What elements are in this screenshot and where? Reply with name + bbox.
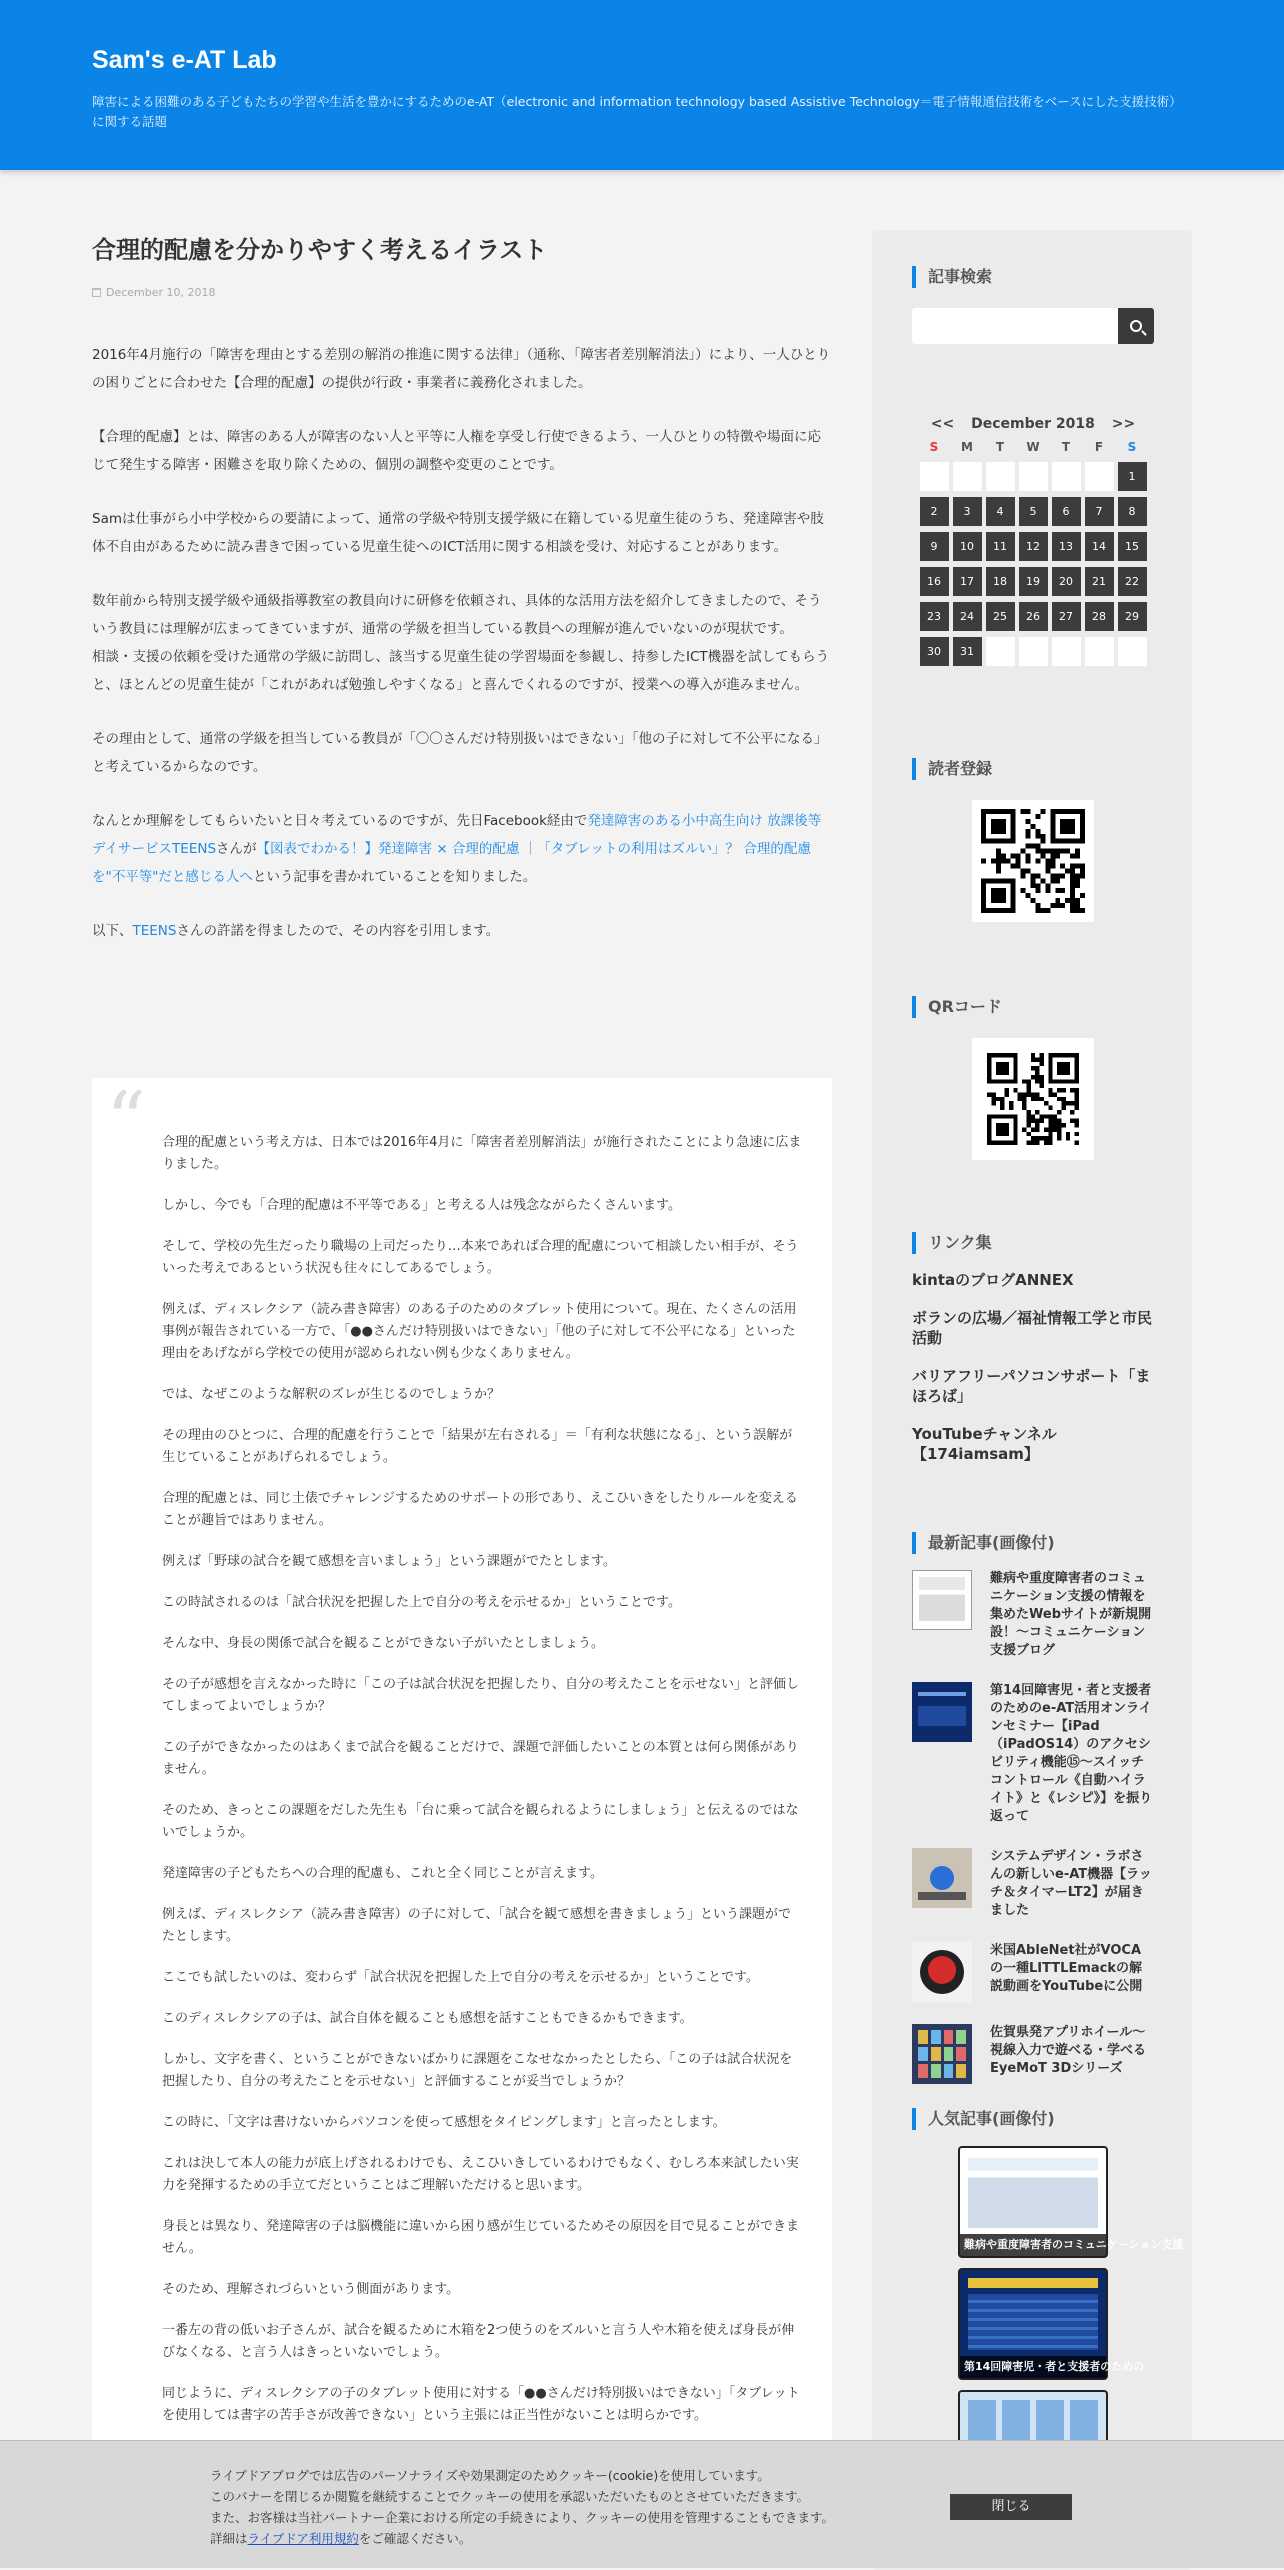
widget-title: 記事検索 (912, 266, 1154, 288)
calendar-day[interactable]: 20 (1052, 567, 1081, 596)
calendar-day[interactable]: 4 (986, 497, 1015, 526)
recent-post[interactable] (912, 1682, 1154, 1826)
calendar-empty-cell (1052, 462, 1081, 491)
site-description: 障害による困難のある子どもたちの学習や生活を豊かにするためのe-AT（electronic and information technology based Assistive Technology＝電子情報通信技術をベースにした支援技術）に関する話題 (92, 94, 1182, 129)
calendar-day[interactable]: 2 (920, 497, 949, 526)
calendar-day[interactable]: 31 (953, 637, 982, 666)
article-paragraph (92, 917, 832, 945)
article-paragraph: 【合理的配慮】とは、障害のある人が障害のない人と平等に人権を享受し行使できるよう、一人ひとりの特徴や場面に応じて発生する障害・困難さを取り除くための、個別の調整や変更のことです。 (92, 429, 821, 473)
quote-paragraph: そして、学校の先生だったり職場の上司だったり…本来であれば合理的配慮について相談したい相手が、そういった考えであるという状況も往々にしてあるでしょう。 (162, 1239, 799, 1276)
calendar-day[interactable]: 18 (986, 567, 1015, 596)
quote-paragraph: そのため、きっとこの課題をだした先生も「台に乗って試合を観られるようにしましょう」と伝えるのではないでしょうか。 (162, 1803, 799, 1840)
calendar-day[interactable]: 27 (1052, 602, 1081, 631)
calendar-month: December 2018 (971, 416, 1095, 432)
cookie-banner (0, 2440, 1284, 2568)
calendar-day[interactable]: 26 (1019, 602, 1048, 631)
quote-paragraph: 例えば「野球の試合を観て感想を言いましょう」という課題がでたとします。 (162, 1554, 616, 1569)
calendar-day[interactable]: 30 (920, 637, 949, 666)
popular-post-title[interactable]: 難病や重度障害者のコミュニケーション支援 (960, 2234, 1106, 2256)
calendar-empty-cell (1118, 637, 1147, 666)
calendar-day[interactable]: 22 (1118, 567, 1147, 596)
cookie-close-button[interactable]: 閉じる (950, 2494, 1072, 2520)
quote-paragraph: では、なぜこのような解釈のズレが生じるのでしょうか？ (162, 1387, 501, 1402)
terms-link[interactable]: ライブドア利用規約 (247, 2531, 359, 2546)
quote-paragraph: この時に、「文字は書けないからパソコンを使って感想をタイピングします」と言ったとします。 (162, 2115, 726, 2130)
cookie-line (210, 2528, 930, 2549)
quote-paragraph: しかし、今でも「合理的配慮は不平等である」と考える人は残念ながらたくさんいます。 (162, 1198, 681, 1213)
teens-article-link[interactable]: 【図表でわかる！】発達障害 × 合理的配慮 ｜「タブレットの利用はズルい」？ 合理的配慮を"不平等"だと感じる人へ (92, 841, 811, 885)
popular-post-thumbnail (968, 2158, 1098, 2228)
quote-mark-icon: “ (106, 1076, 146, 1166)
cookie-line-text: をご確認ください。 (358, 2531, 472, 2546)
links-widget (912, 1232, 1154, 1482)
quote-paragraph: その子が感想を言えなかった時に「この子は試合状況を把握したり、自分の考えたことを示せない」と評価してしまってよいでしょうか？ (162, 1677, 800, 1714)
quote-paragraph: そんな中、身長の関係で試合を観ることができない子がいたとしましょう。 (162, 1636, 605, 1651)
calendar-empty-cell (953, 462, 982, 491)
recent-post-title[interactable]: 佐賀県発アプリホイール〜視線入力で遊べる・学べるEyeMoT 3Dシリーズ (990, 2025, 1147, 2076)
calendar-day[interactable]: 15 (1118, 532, 1147, 561)
article-paragraph (92, 807, 832, 891)
popular-posts-list (912, 2146, 1184, 2442)
teens-link[interactable]: TEENS (132, 923, 177, 939)
calendar-prev-link[interactable]: << (930, 416, 955, 432)
quote-paragraph: この時試されるのは「試合状況を把握した上で自分の考えを示せるか」ということです。 (162, 1595, 681, 1610)
site-header (0, 0, 1284, 170)
link-item[interactable]: バリアフリーパソコンサポート「まほろば」 (912, 1367, 1151, 1405)
calendar-day[interactable]: 10 (953, 532, 982, 561)
calendar-weekday: S (1127, 440, 1137, 454)
quote-paragraph: このディスレクシアの子は、試合自体を観ることも感想を話すこともできるかもできます。 (162, 2011, 693, 2026)
cookie-text (210, 2465, 930, 2549)
search-input[interactable] (912, 308, 1118, 344)
recent-posts-list (912, 1570, 1154, 2084)
calendar-icon (92, 288, 101, 297)
calendar-empty-cell (1085, 462, 1114, 491)
widget-title: 最新記事(画像付) (912, 1532, 1154, 1554)
quote-paragraph: 合理的配慮という考え方は、日本では2016年4月に「障害者差別解消法」が施行されたことにより急速に広まりました。 (162, 1135, 802, 1172)
cookie-line: また、お客様は当社パートナー企業における所定の手続きにより、クッキーの使用を管理することもできます。 (210, 2510, 835, 2525)
article-paragraph-text: 相談・支援の依頼を受けた通常の学級に訪問し、該当する児童生徒の学習場面を参観し、持参したICT機器を試してもらうと、ほとんどの児童生徒が「これがあれば勉強しやすくなる」と喜んでくれるのですが、授業への導入が進みません。 (92, 649, 830, 693)
calendar-weekday: F (1094, 440, 1104, 454)
calendar-day[interactable]: 16 (920, 567, 949, 596)
calendar-day[interactable]: 21 (1085, 567, 1114, 596)
calendar-day[interactable]: 24 (953, 602, 982, 631)
reader-qr-code[interactable] (972, 800, 1094, 922)
site-title[interactable]: Sam's e-AT Lab (92, 46, 277, 74)
qrcode-widget (912, 996, 1154, 1160)
calendar-day[interactable]: 12 (1019, 532, 1048, 561)
calendar-next-link[interactable]: >> (1111, 416, 1136, 432)
popular-post-card[interactable] (958, 2268, 1145, 2380)
calendar-empty-cell (1019, 462, 1048, 491)
recent-post[interactable] (912, 1848, 1154, 1920)
qr-code-icon (981, 809, 1085, 913)
popular-post-thumbnail (968, 2400, 1098, 2440)
recent-post-title[interactable]: システムデザイン・ラボさんの新しいe-AT機器【ラッチ＆タイマーLT2】が届きました (990, 1849, 1152, 1918)
recent-post-thumbnail[interactable] (912, 1848, 972, 1908)
cookie-line-text: 詳細は (210, 2531, 248, 2546)
article-paragraph-text: 数年前から特別支援学級や通級指導教室の教員向けに研修を依頼され、具体的な活用方法を紹介してきましたので、そういう教員には理解が広まってきていますが、通常の学級を担当している教員への理解が進んでいないのが現状です。 (92, 593, 822, 637)
teens-site-link[interactable]: 発達障害のある小中高生向け 放課後等デイサービスTEENS (92, 813, 822, 857)
calendar-weekday: S (929, 440, 939, 454)
calendar-day[interactable]: 13 (1052, 532, 1081, 561)
recent-post-title[interactable]: 難病や重度障害者のコミュニケーション支援の情報を集めたWebサイトが新規開設！〜コミュニケーション支援ブログ (990, 1571, 1152, 1658)
popular-post-card[interactable] (958, 2390, 1108, 2442)
widget-title: 人気記事(画像付) (912, 2108, 1154, 2130)
calendar-weekday: W (1026, 440, 1040, 454)
article-title[interactable]: 合理的配慮を分かりやすく考えるイラスト (92, 236, 548, 264)
recent-post-thumbnail[interactable] (912, 2024, 972, 2084)
blog-qr-code (972, 1038, 1094, 1160)
calendar-empty-cell (1052, 637, 1081, 666)
calendar-day[interactable]: 23 (920, 602, 949, 631)
calendar-weekday: T (995, 440, 1005, 454)
article (92, 226, 832, 2423)
recent-posts-widget (912, 1532, 1154, 2106)
link-item[interactable]: YouTubeチャンネル【174iamsam】 (912, 1425, 1057, 1463)
recent-post[interactable] (912, 1570, 1154, 1660)
article-paragraph: その理由として、通常の学級を担当している教員が「〇〇さんだけ特別扱いはできない」「他の子に対して不公平になる」と考えているからなのです。 (92, 731, 828, 775)
recent-post-thumbnail[interactable] (912, 1570, 972, 1630)
recent-post[interactable] (912, 2024, 1154, 2084)
calendar-empty-cell (1085, 637, 1114, 666)
recent-post[interactable] (912, 1942, 1154, 2002)
calendar-day[interactable]: 25 (986, 602, 1015, 631)
search-form (912, 308, 1154, 344)
article-paragraph-text: という記事を書かれていることを知りました。 (252, 869, 537, 885)
calendar-day[interactable]: 7 (1085, 497, 1114, 526)
article-date (92, 286, 832, 299)
quote-paragraph: これは決して本人の能力が底上げされるわけでも、えこひいきしているわけでもなく、むしろ本来試したい実力を発揮するための手立てだということはご理解いただけると思います。 (162, 2156, 799, 2193)
calendar-empty-cell (986, 637, 1015, 666)
article-paragraph-text: 以下、 (92, 923, 133, 939)
search-button[interactable] (1118, 308, 1154, 344)
quote-paragraph: この子ができなかったのはあくまで試合を観ることだけで、課題で評価したいことの本質とは何ら関係がありません。 (162, 1740, 799, 1777)
quote-paragraph: 合理的配慮とは、同じ土俵でチャレンジするためのサポートの形であり、えこひいきをしたりルールを変えることが趣旨ではありません。 (162, 1491, 798, 1528)
quote-paragraph: 発達障害の子どもたちへの合理的配慮も、これと全く同じことが言えます。 (162, 1866, 603, 1881)
article-paragraph (92, 587, 832, 699)
calendar-day[interactable]: 6 (1052, 497, 1081, 526)
cookie-line: ライブドアブログでは広告のパーソナライズや効果測定のためクッキー(cookie)を使用しています。 (210, 2468, 770, 2483)
article-paragraph: 2016年4月施行の「障害を理由とする差別の解消の推進に関する法律」（通称、「障害者差別解消法」）により、一人ひとりの困りごとに合わせた【合理的配慮】の提供が行政・事業者に義務化されました。 (92, 347, 831, 391)
calendar-weekday: M (961, 440, 973, 454)
links-list (912, 1270, 1154, 1464)
link-item[interactable]: kintaのブログANNEX (912, 1271, 1074, 1289)
calendar-day[interactable]: 29 (1118, 602, 1147, 631)
reader-widget (912, 758, 1154, 922)
quote-paragraph: 例えば、ディスレクシア（読み書き障害）の子に対して、「試合を観て感想を書きましょう」という課題がでたとします。 (162, 1907, 791, 1944)
calendar-day[interactable]: 28 (1085, 602, 1114, 631)
quote-paragraph: そのため、理解されづらいという側面があります。 (162, 2282, 460, 2297)
calendar-empty-cell (986, 462, 1015, 491)
calendar-day[interactable]: 3 (953, 497, 982, 526)
widget-title: 読者登録 (912, 758, 1154, 780)
calendar-day[interactable]: 11 (986, 532, 1015, 561)
calendar-empty-cell (1019, 637, 1048, 666)
widget-title: QRコード (912, 996, 1154, 1018)
quote-paragraph: その理由のひとつに、合理的配慮を行うことで「結果が左右される」＝「有利な状態になる」、という誤解が生じていることがあげられるでしょう。 (162, 1428, 793, 1465)
popular-post-thumbnail (968, 2278, 1098, 2288)
popular-post-card[interactable] (958, 2146, 1184, 2258)
cookie-line: このバナーを閉じるか閲覧を継続することでクッキーの使用を承認いただいたものとさせていただきます。 (210, 2489, 810, 2504)
calendar-day[interactable]: 5 (1019, 497, 1048, 526)
recent-post-title[interactable]: 第14回障害児・者と支援者のためのe-AT活用オンラインセミナー【iPad（iPadOS14）のアクセシビリティ機能⑮〜スイッチコントロール《自動ハイライト》と《レシピ》】を振り返って (990, 1683, 1153, 1824)
quote-paragraph: 一番左の背の低いお子さんが、試合を観るために木箱を2つ使うのをズルいと言う人や木箱を使えば身長が伸びなくなる、と言う人はきっといないでしょう。 (162, 2323, 795, 2360)
link-item[interactable]: ボランの広場／福祉情報工学と市民活動 (912, 1309, 1153, 1347)
qr-code-icon (987, 1053, 1079, 1145)
calendar-day[interactable]: 17 (953, 567, 982, 596)
quote-paragraph: 同じように、ディスレクシアの子のタブレット使用に対する「●●さんだけ特別扱いはできない」「タブレットを使用しては書字の苦手さが改善できない」という主張には正当性がないことは明らかです。 (162, 2386, 800, 2423)
article-paragraph-text: さんが (216, 841, 257, 857)
widget-title: リンク集 (912, 1232, 1154, 1254)
quote-paragraph: 例えば、ディスレクシア（読み書き障害）のある子のためのタブレット使用について。現在、たくさんの活用事例が報告されている一方で、「●●さんだけ特別扱いはできない」「他の子に対して不公平になる」といった理由をあげながら学校での使用が認められない例も少なくありません。 (162, 1302, 797, 1361)
calendar-day[interactable]: 14 (1085, 532, 1114, 561)
article-date-text: December 10, 2018 (106, 286, 216, 299)
calendar-weekday: T (1061, 440, 1071, 454)
calendar-widget (912, 416, 1154, 666)
recent-post-title[interactable]: 米国AbleNet社がVOCAの一種LITTLEmackの解説動画をYouTubeに公開 (990, 1943, 1143, 1994)
calendar-day[interactable]: 19 (1019, 567, 1048, 596)
calendar-day[interactable]: 9 (920, 532, 949, 561)
quote-paragraph: 身長とは異なり、発達障害の子は脳機能に違いから困り感が生じているためその原因を目で見ることができません。 (162, 2219, 800, 2256)
calendar-empty-cell (920, 462, 949, 491)
article-paragraph-text: なんとか理解をしてもらいたいと日々考えているのですが、先日Facebook経由で (92, 813, 588, 829)
calendar-grid (912, 438, 1154, 666)
sidebar (872, 230, 1192, 2570)
search-icon (1130, 320, 1142, 332)
quote-paragraph: しかし、文字を書く、ということができないばかりに課題をこなせなかったとしたら、「この子は試合状況を把握したり、自分の考えたことを示せない」と評価することが妥当でしょうか？ (162, 2052, 793, 2089)
article-paragraph: Samは仕事がら小中学校からの要請によって、通常の学級や特別支援学級に在籍している児童生徒のうち、発達障害や肢体不自由があるために読み書きで困っている児童生徒へのICT活用に関する相談を受け、対応することがあります。 (92, 511, 824, 555)
recent-post-thumbnail[interactable] (912, 1682, 972, 1742)
search-widget (912, 266, 1154, 344)
quote-paragraph: ここでも試したいのは、変わらず「試合状況を把握した上で自分の考えを示せるか」ということです。 (162, 1970, 759, 1985)
popular-post-title[interactable]: 第14回障害児・者と支援者のための (960, 2356, 1106, 2378)
recent-post-thumbnail[interactable] (912, 1942, 972, 2002)
calendar-day[interactable]: 8 (1118, 497, 1147, 526)
article-paragraph-text: さんの許諾を得ましたので、その内容を引用します。 (176, 923, 500, 939)
quote-block (92, 1078, 832, 2548)
calendar-header (912, 416, 1154, 432)
quote-body (162, 1132, 802, 2446)
popular-posts-widget (912, 2108, 1184, 2442)
calendar-day[interactable]: 1 (1118, 462, 1147, 491)
